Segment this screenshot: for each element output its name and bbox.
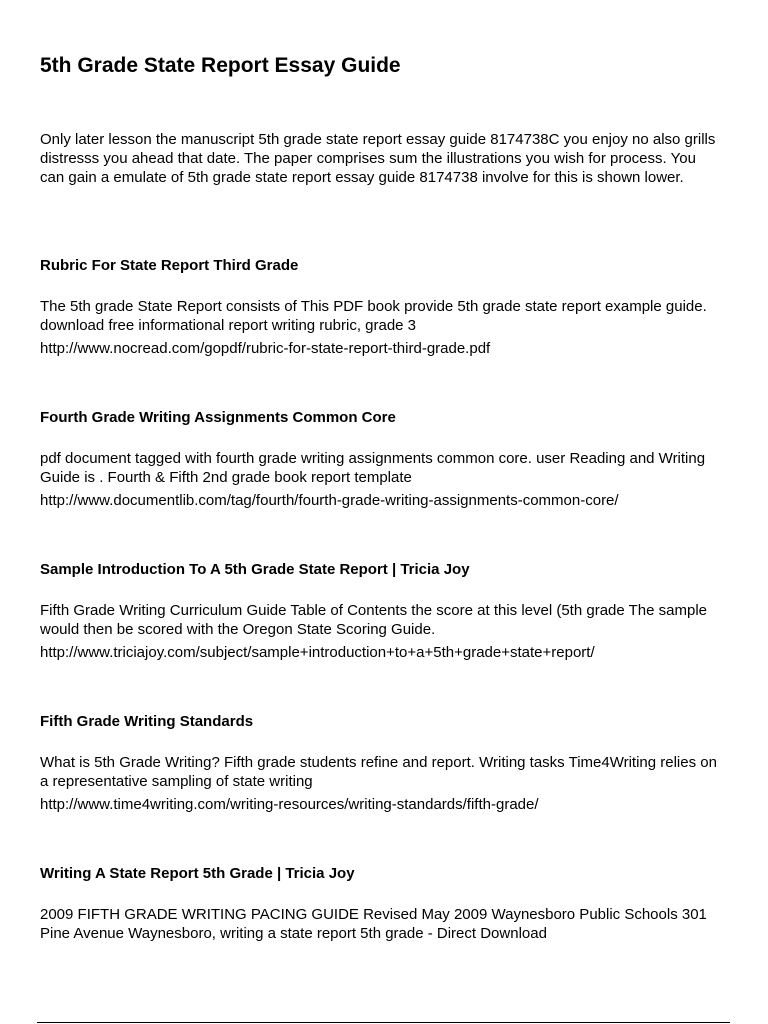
- section-description: What is 5th Grade Writing? Fifth grade students refine and report. Writing tasks Time4Writing relies on a representative sampling of state writing: [40, 754, 717, 790]
- section-link[interactable]: http://www.time4writing.com/writing-resources/writing-standards/fifth-grade/: [40, 796, 539, 813]
- section-link[interactable]: http://www.nocread.com/gopdf/rubric-for-state-report-third-grade.pdf: [40, 340, 491, 357]
- bottom-divider: [37, 1022, 730, 1023]
- section-heading: Sample Introduction To A 5th Grade State Report | Tricia Joy: [40, 561, 470, 578]
- section-fourth-grade-writing-assignments: [40, 408, 720, 510]
- page-title: 5th Grade State Report Essay Guide: [40, 54, 401, 77]
- section-sample-introduction: [40, 560, 720, 662]
- section-description: The 5th grade State Report consists of This PDF book provide 5th grade state report example guide. download free informational report writing rubric, grade 3: [40, 298, 707, 334]
- intro-paragraph: Only later lesson the manuscript 5th grade state report essay guide 8174738C you enjoy no also grills distresss you ahead that date. The paper comprises sum the illustrations you wish for process. You can gain a emulate of 5th grade state report essay guide 8174738 involve for this is shown lower.: [40, 131, 716, 186]
- section-description: pdf document tagged with fourth grade writing assignments common core. user Reading and Writing Guide is . Fourth & Fifth 2nd grade book report template: [40, 450, 706, 486]
- section-heading: Rubric For State Report Third Grade: [40, 257, 299, 274]
- section-fifth-grade-writing-standards: [40, 712, 720, 814]
- section-rubric-for-state-report: [40, 256, 720, 358]
- section-description: Fifth Grade Writing Curriculum Guide Table of Contents the score at this level (5th grade The sample would then be scored with the Oregon State Scoring Guide.: [40, 602, 707, 638]
- section-writing-a-state-report: [40, 864, 720, 943]
- section-link[interactable]: http://www.triciajoy.com/subject/sample+introduction+to+a+5th+grade+state+report/: [40, 644, 595, 661]
- section-description: 2009 FIFTH GRADE WRITING PACING GUIDE Revised May 2009 Waynesboro Public Schools 301 Pine Avenue Waynesboro, writing a state report 5th grade - Direct Download: [40, 906, 707, 942]
- section-heading: Fourth Grade Writing Assignments Common Core: [40, 409, 396, 426]
- section-heading: Fifth Grade Writing Standards: [40, 713, 254, 730]
- section-heading: Writing A State Report 5th Grade | Tricia Joy: [40, 865, 355, 882]
- section-link[interactable]: http://www.documentlib.com/tag/fourth/fourth-grade-writing-assignments-common-core/: [40, 492, 619, 509]
